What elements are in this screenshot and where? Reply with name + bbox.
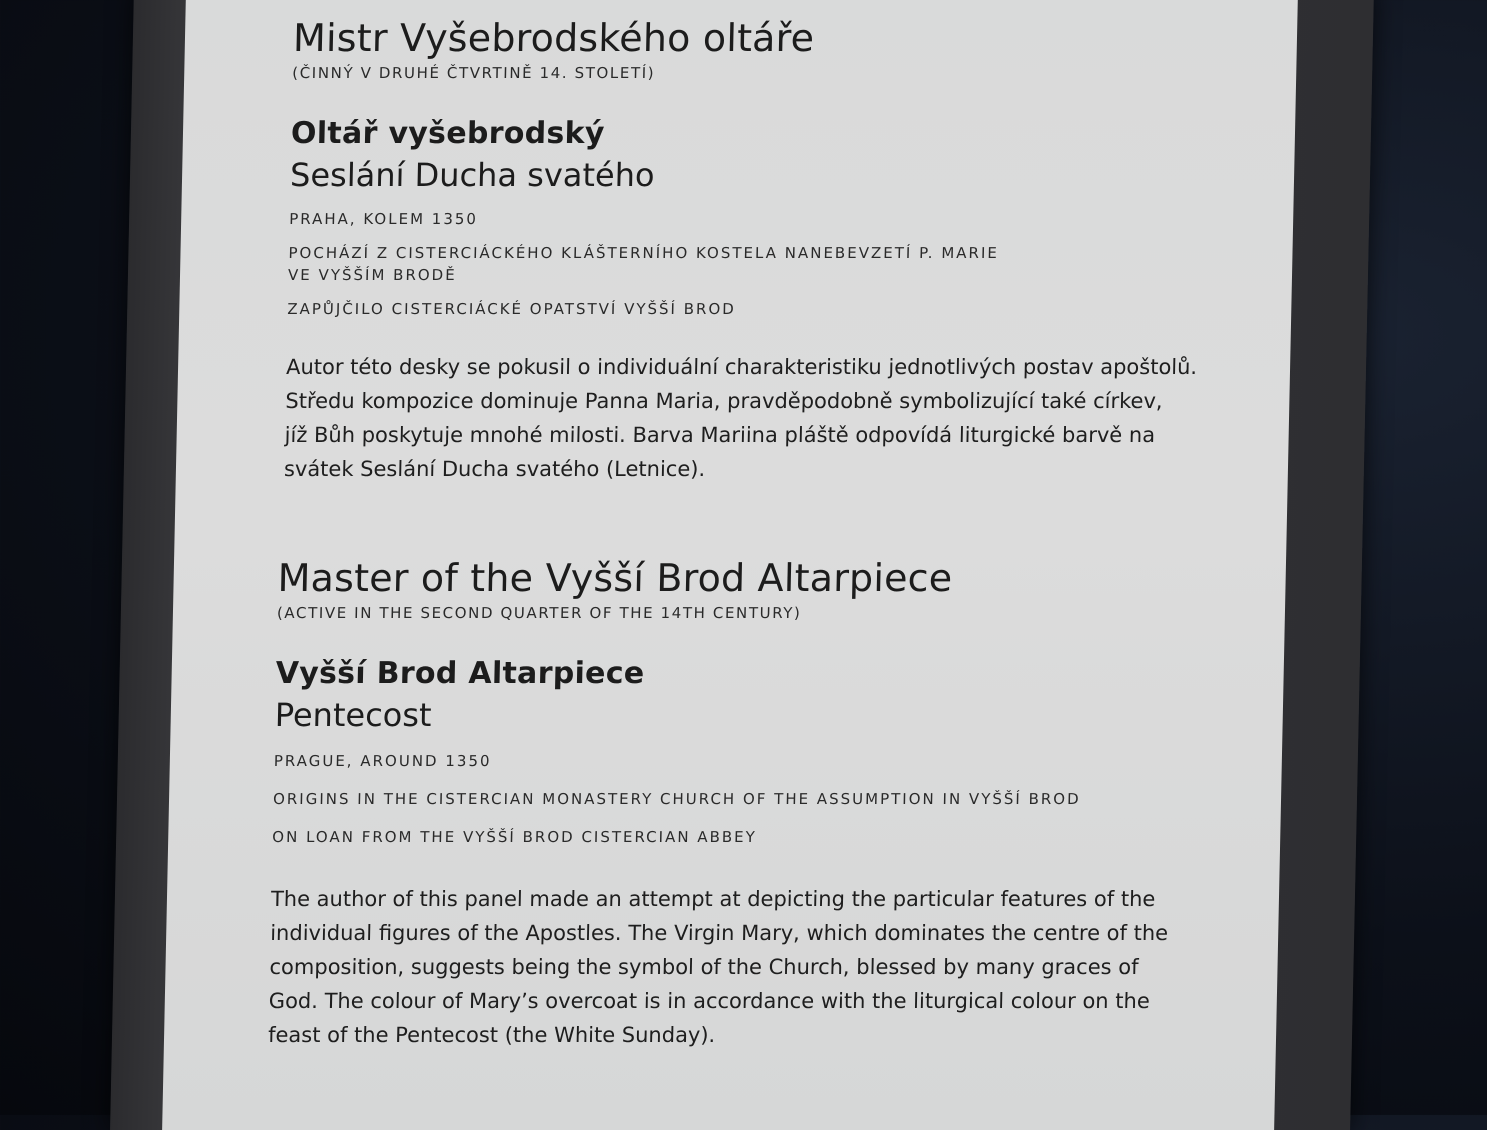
english-label-section — [268, 554, 1208, 1052]
description-line: Středu kompozice dominuje Panna Maria, pravděpodobně symbolizující také církev, — [285, 389, 1163, 413]
artist-period-english: (ACTIVE IN THE SECOND QUARTER OF THE 14TH CENTURY) — [276, 604, 802, 622]
museum-placard — [162, 0, 1298, 1130]
loan-english: ON LOAN FROM THE VYŠŠÍ BROD CISTERCIAN ABBEY — [272, 828, 757, 846]
loan-czech: ZAPŮJČILO CISTERCIÁCKÉ OPATSTVÍ VYŠŠÍ BROD — [287, 300, 736, 318]
artist-period-czech: (ČINNÝ V DRUHÉ ČTVRTINĚ 14. STOLETÍ) — [292, 64, 656, 82]
place-date-czech: PRAHA, KOLEM 1350 — [289, 210, 479, 228]
artist-name-czech: Mistr Vyšebrodského oltáře — [292, 16, 815, 60]
description-line: God. The colour of Mary’s overcoat is in accordance with the liturgical colour on the — [268, 989, 1151, 1013]
place-date-english: PRAGUE, AROUND 1350 — [273, 752, 492, 770]
description-czech — [284, 350, 1217, 486]
work-subtitle-english: Pentecost — [274, 696, 432, 734]
description-line: individual figures of the Apostles. The Virgin Mary, which dominates the centre of the — [269, 921, 1169, 945]
description-english — [268, 882, 1202, 1052]
origin-english: ORIGINS IN THE CISTERCIAN MONASTERY CHURCH OF THE ASSUMPTION IN VYŠŠÍ BROD — [272, 790, 1081, 808]
czech-label-section — [284, 14, 1224, 486]
description-line: svátek Seslání Ducha svatého (Letnice). — [283, 457, 706, 481]
description-line: composition, suggests being the symbol of the Church, blessed by many graces of — [269, 955, 1139, 979]
description-line: The author of this panel made an attempt at depicting the particular features of the — [270, 887, 1156, 911]
description-line: feast of the Pentecost (the White Sunday). — [267, 1023, 716, 1047]
work-title-czech: Oltář vyšebrodský — [290, 116, 606, 151]
origin-czech-line2: VE VYŠŠÍM BRODĚ — [287, 266, 457, 284]
artist-name-english: Master of the Vyšší Brod Altarpiece — [277, 556, 953, 600]
work-subtitle-czech: Seslání Ducha svatého — [289, 156, 655, 194]
description-line: jíž Bůh poskytuje mnohé milosti. Barva Mariina pláště odpovídá liturgické barvě na — [284, 423, 1156, 447]
work-title-english: Vyšší Brod Altarpiece — [275, 656, 645, 691]
description-line: Autor této desky se pokusil o individuální charakteristiku jednotlivých postav apoštolů. — [285, 355, 1198, 379]
origin-czech-line1: POCHÁZÍ Z CISTERCIÁCKÉHO KLÁŠTERNÍHO KOSTELA NANEBEVZETÍ P. MARIE — [288, 244, 1000, 262]
